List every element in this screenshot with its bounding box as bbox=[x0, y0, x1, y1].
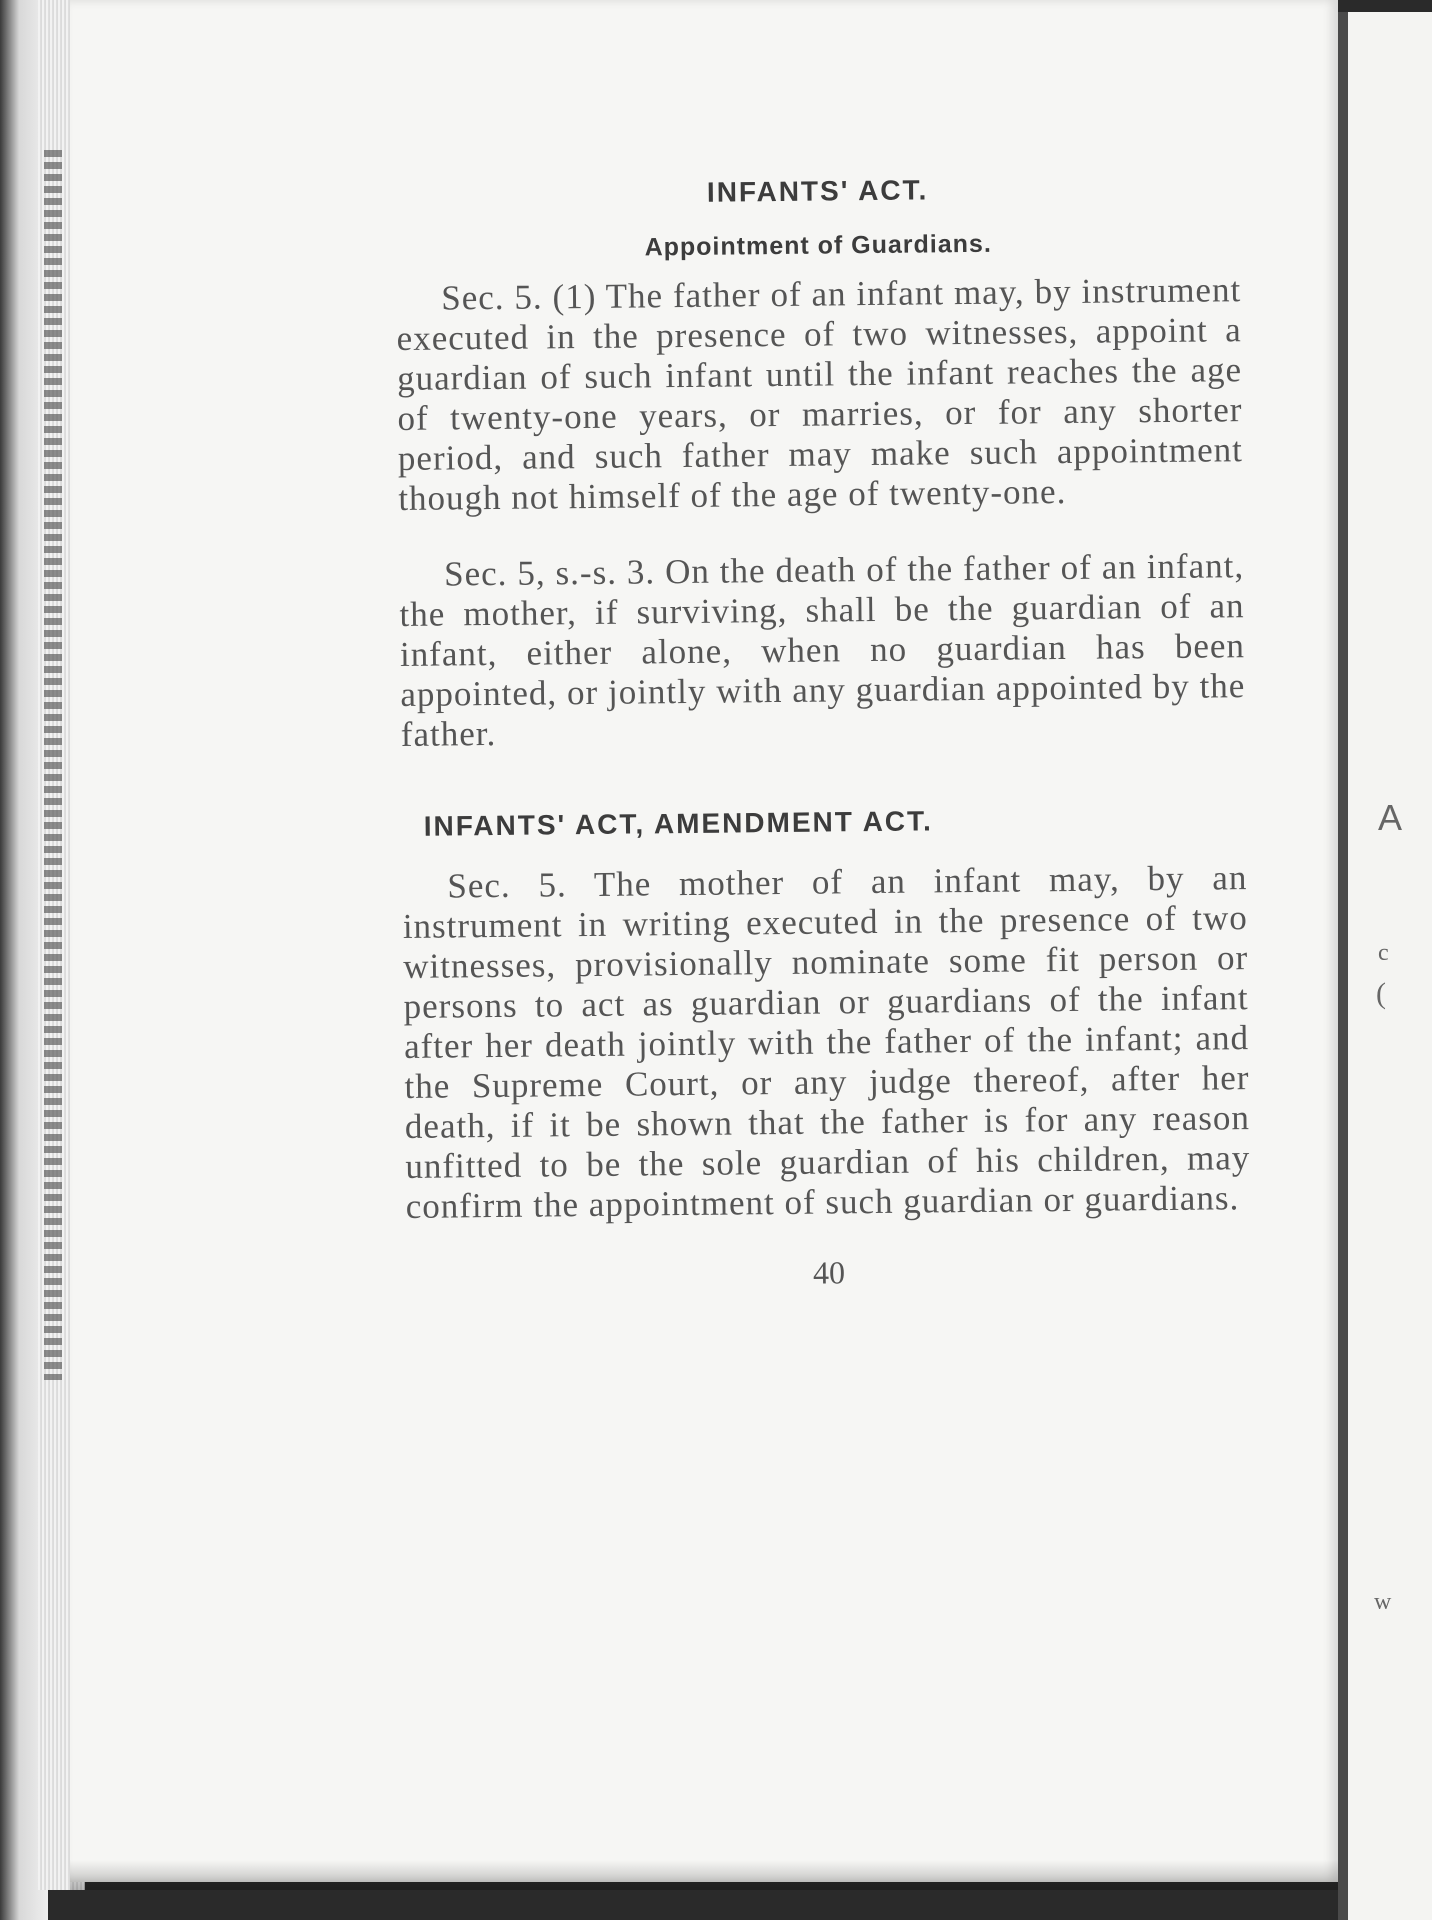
section-subtitle: Appointment of Guardians. bbox=[644, 229, 992, 262]
act-title: INFANTS' ACT. bbox=[706, 174, 929, 208]
page-bottom-shadow bbox=[70, 1860, 1338, 1890]
amendment-act-title: INFANTS' ACT, AMENDMENT ACT. bbox=[423, 805, 933, 842]
next-page-fragment: ( bbox=[1376, 977, 1386, 1010]
page-number: 40 bbox=[812, 1254, 846, 1291]
spine-binding-marks bbox=[44, 150, 62, 1380]
next-page-fragment: w bbox=[1374, 1589, 1392, 1615]
paragraph: Sec. 5, s.-s. 3. On the death of the father of an infant, the mother, if surviving, shall be the guardian of an infant, either alone, when no guardian has been appointed, or jointly with any guardian appointed by the father. bbox=[399, 546, 1246, 754]
document-text bbox=[395, 171, 1252, 1296]
book-page-right-edge bbox=[1338, 12, 1432, 1920]
next-page-fragment: A bbox=[1378, 797, 1403, 838]
paragraph: Sec. 5. (1) The father of an infant may, by instrument executed in the presence of two witnesses, appoint a guardian of such infant until the infant reaches the age of twenty-one years, or marries, or for any shorter period, and such father may make such appointment though not himself of the age of twenty-one. bbox=[396, 270, 1244, 518]
paragraph: Sec. 5. The mother of an infant may, by an instrument in writing executed in the presence of two witnesses, provisionally nominate some fit person or persons to act as guardian or guardians of the infant after her death jointly with the father of the infant; and the Supreme Court, or any judge thereof, after her death, if it be shown that the father is for any reason unfitted to be the sole guardian of his children, may confirm the appointment of such guardian or guardians. bbox=[402, 858, 1251, 1226]
next-page-fragment: c bbox=[1378, 940, 1389, 966]
